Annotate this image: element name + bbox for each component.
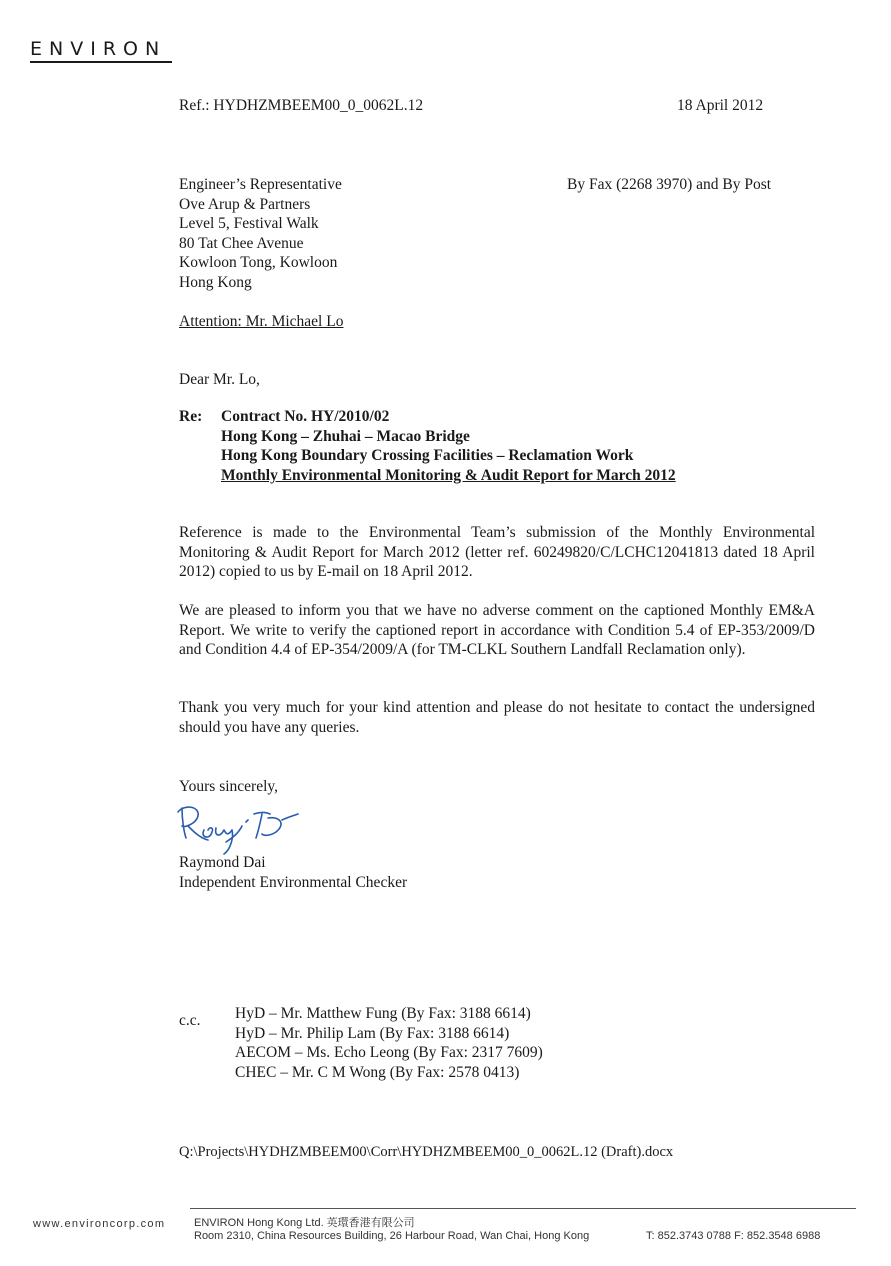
company-name: ENVIRON Hong Kong Ltd. 英環香港有限公司 <box>194 1217 415 1229</box>
subject-line: Monthly Environmental Monitoring & Audit Report for March 2012 <box>221 466 676 484</box>
body-paragraph-1: Reference is made to the Environmental Team’s submission of the Monthly Environmental Monitoring & Audit Report for March 2012 (letter ref. 60249820/C/LCHC12041813 dated 18 April 2012) copied to us by E-mail on 18 April 2012. <box>179 524 815 580</box>
valediction: Yours sincerely, <box>179 778 279 795</box>
company-website: www.environcorp.com <box>33 1218 166 1230</box>
signatory-name: Raymond Dai <box>179 854 266 871</box>
subject-label: Re: <box>179 408 203 425</box>
address-line: Engineer’s Representative <box>179 176 342 193</box>
recipient-address <box>179 175 342 292</box>
company-address: Room 2310, China Resources Building, 26 Harbour Road, Wan Chai, Hong Kong <box>194 1230 590 1242</box>
delivery-method: By Fax (2268 3970) and By Post <box>567 176 772 193</box>
cc-recipient: HyD – Mr. Matthew Fung (By Fax: 3188 6614) <box>235 1005 531 1022</box>
signatory-title: Independent Environmental Checker <box>179 874 408 891</box>
cc-label: c.c. <box>179 1012 201 1029</box>
footer-divider <box>190 1208 856 1209</box>
salutation: Dear Mr. Lo, <box>179 371 260 388</box>
attention-line: Attention: Mr. Michael Lo <box>179 313 344 330</box>
address-line: Kowloon Tong, Kowloon <box>179 254 338 271</box>
signature-image <box>170 798 320 858</box>
subject-line: Hong Kong Boundary Crossing Facilities – Reclamation Work <box>221 447 634 464</box>
cc-recipient: HyD – Mr. Philip Lam (By Fax: 3188 6614) <box>235 1024 510 1042</box>
environ-logo: ENVIRON <box>30 38 172 63</box>
body-paragraph-3: Thank you very much for your kind attention and please do not hesitate to contact the undersigned should you have any queries. <box>179 699 815 736</box>
address-line: Ove Arup & Partners <box>179 195 311 213</box>
cc-recipient: AECOM – Ms. Echo Leong (By Fax: 2317 7609) <box>235 1044 543 1061</box>
address-line: Hong Kong <box>179 273 252 291</box>
subject-block <box>221 407 676 485</box>
address-line: 80 Tat Chee Avenue <box>179 234 304 252</box>
subject-line: Contract No. HY/2010/02 <box>221 408 390 425</box>
cc-list <box>235 1004 543 1082</box>
body-paragraph-2: We are pleased to inform you that we have no adverse comment on the captioned Monthly EM&A Report. We write to verify the captioned report in accordance with Condition 5.4 of EP-353/2009/D and Condition 4.4 of EP-354/2009/A (for TM-CLKL Southern Landfall Reclamation only). <box>179 602 815 658</box>
subject-line: Hong Kong – Zhuhai – Macao Bridge <box>221 427 470 445</box>
reference-number: Ref.: HYDHZMBEEM00_0_0062L.12 <box>179 97 424 114</box>
file-path: Q:\Projects\HYDHZMBEEM00\Corr\HYDHZMBEEM00_0_0062L.12 (Draft).docx <box>179 1144 674 1160</box>
cc-recipient: CHEC – Mr. C M Wong (By Fax: 2578 0413) <box>235 1063 520 1081</box>
company-phones: T: 852.3743 0788 F: 852.3548 6988 <box>646 1230 821 1242</box>
address-line: Level 5, Festival Walk <box>179 215 319 232</box>
letter-date: 18 April 2012 <box>677 97 764 114</box>
